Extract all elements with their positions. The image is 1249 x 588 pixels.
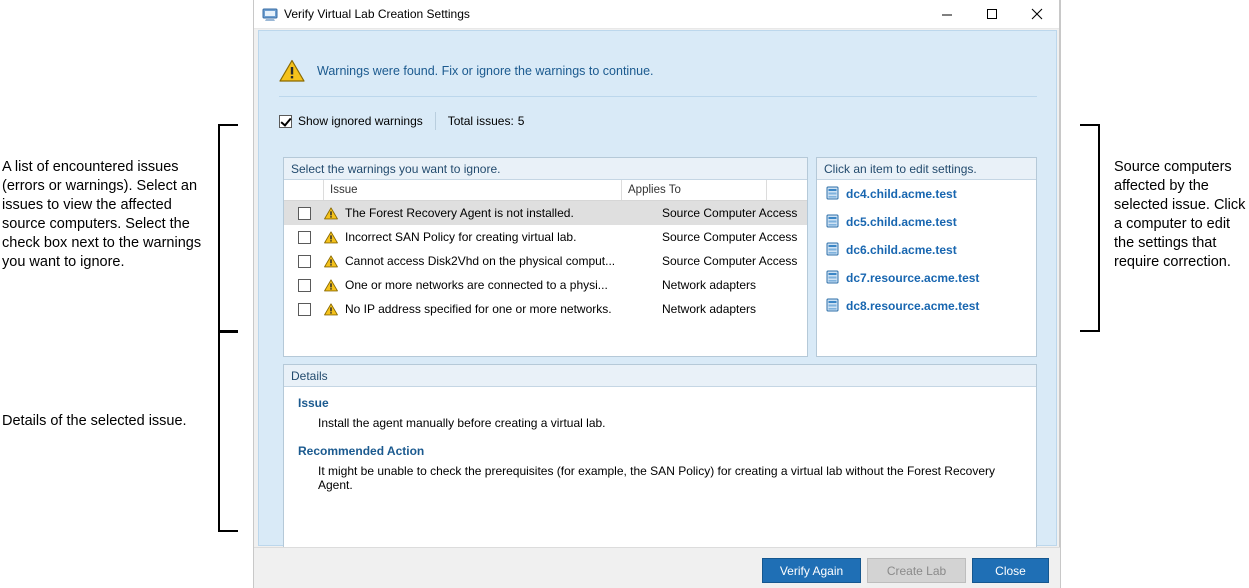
applies-to-text: Network adapters xyxy=(662,302,757,316)
list-item[interactable] xyxy=(817,180,1036,208)
server-icon xyxy=(826,242,839,259)
bracket-issues-list xyxy=(218,124,238,332)
source-computers-pane xyxy=(816,157,1037,357)
server-icon xyxy=(826,214,839,231)
minimize-button[interactable] xyxy=(924,0,969,29)
applies-to-text: Source Computer Access xyxy=(662,206,798,220)
computer-name[interactable]: dc5.child.acme.test xyxy=(846,215,957,229)
table-row[interactable] xyxy=(284,225,807,249)
warning-icon xyxy=(324,255,338,268)
table-row[interactable] xyxy=(284,201,807,225)
screenshot-edge-divider xyxy=(1060,0,1061,588)
warning-icon xyxy=(324,303,338,316)
issues-grid-header xyxy=(284,180,807,201)
applies-to-text: Source Computer Access xyxy=(662,254,798,268)
row-issue-cell xyxy=(324,278,662,292)
show-ignored-warnings-label[interactable]: Show ignored warnings xyxy=(298,114,423,128)
issue-text: Incorrect SAN Policy for creating virtual lab. xyxy=(345,230,577,244)
app-icon xyxy=(262,6,278,22)
verify-settings-dialog xyxy=(253,0,1060,588)
row-issue-cell xyxy=(324,206,662,220)
show-ignored-warnings-checkbox[interactable] xyxy=(279,115,292,128)
issues-pane-header: Select the warnings you want to ignore. xyxy=(284,158,807,180)
bracket-source-computers xyxy=(1080,124,1100,332)
toolbar-divider xyxy=(435,112,436,130)
issue-text: The Forest Recovery Agent is not installed. xyxy=(345,206,574,220)
row-issue-cell xyxy=(324,302,662,316)
computer-name[interactable]: dc8.resource.acme.test xyxy=(846,299,980,313)
row-checkbox-cell[interactable] xyxy=(284,255,324,268)
server-icon xyxy=(826,270,839,287)
close-dialog-button[interactable]: Close xyxy=(972,558,1049,583)
annotation-issues-list: A list of encountered issues (errors or warnings). Select an issues to view the affected source computers. Select the check box next to the warnings you want to ignore. xyxy=(2,159,202,270)
applies-to-text: Source Computer Access xyxy=(662,230,798,244)
details-issue-text: Install the agent manually before creating a virtual lab. xyxy=(318,416,606,430)
issues-pane xyxy=(283,157,808,357)
row-checkbox-cell[interactable] xyxy=(284,207,324,220)
total-issues-value: 5 xyxy=(517,114,525,128)
details-body xyxy=(284,387,1036,492)
column-header-applies-to[interactable]: Applies To xyxy=(622,180,767,200)
column-header-select[interactable] xyxy=(284,180,324,200)
computer-name[interactable]: dc4.child.acme.test xyxy=(846,187,957,201)
list-item[interactable] xyxy=(817,208,1036,236)
warning-icon xyxy=(324,231,338,244)
close-button[interactable] xyxy=(1014,0,1059,29)
table-row[interactable] xyxy=(284,273,807,297)
warning-icon xyxy=(324,279,338,292)
list-item[interactable] xyxy=(817,292,1036,320)
issue-text: No IP address specified for one or more networks. xyxy=(345,302,612,316)
window-title: Verify Virtual Lab Creation Settings xyxy=(284,7,470,21)
computers-pane-header: Click an item to edit settings. xyxy=(817,158,1036,180)
issue-text: One or more networks are connected to a physi... xyxy=(345,278,608,292)
list-item[interactable] xyxy=(817,236,1036,264)
ignore-checkbox[interactable] xyxy=(298,303,311,316)
list-item[interactable] xyxy=(817,264,1036,292)
bracket-details xyxy=(218,331,238,532)
warning-icon xyxy=(279,59,305,83)
dialog-content xyxy=(258,30,1057,546)
verify-again-button[interactable]: Verify Again xyxy=(762,558,861,583)
warning-banner-text: Warnings were found. Fix or ignore the warnings to continue. xyxy=(317,63,654,78)
row-checkbox-cell[interactable] xyxy=(284,303,324,316)
warning-icon xyxy=(324,207,338,220)
server-icon xyxy=(826,186,839,203)
ignore-checkbox[interactable] xyxy=(298,255,311,268)
ignore-checkbox[interactable] xyxy=(298,207,311,220)
total-issues-label: Total issues: xyxy=(447,114,514,128)
title-bar xyxy=(254,0,1059,29)
ignore-checkbox[interactable] xyxy=(298,231,311,244)
computer-name[interactable]: dc6.child.acme.test xyxy=(846,243,957,257)
server-icon xyxy=(826,298,839,315)
maximize-button[interactable] xyxy=(969,0,1014,29)
annotation-details: Details of the selected issue. xyxy=(2,413,187,429)
row-issue-cell xyxy=(324,230,662,244)
table-row[interactable] xyxy=(284,249,807,273)
issue-text: Cannot access Disk2Vhd on the physical comput... xyxy=(345,254,616,268)
column-header-extra[interactable] xyxy=(767,180,807,200)
row-issue-cell xyxy=(324,254,662,268)
details-action-title: Recommended Action xyxy=(298,444,425,458)
dialog-footer xyxy=(254,548,1061,588)
warning-banner xyxy=(279,45,1037,97)
create-lab-button: Create Lab xyxy=(867,558,966,583)
show-ignored-warnings-row xyxy=(279,109,524,133)
ignore-checkbox[interactable] xyxy=(298,279,311,292)
computer-name[interactable]: dc7.resource.acme.test xyxy=(846,271,980,285)
details-pane xyxy=(283,364,1037,558)
column-header-issue[interactable]: Issue xyxy=(324,180,622,200)
row-checkbox-cell[interactable] xyxy=(284,279,324,292)
table-row[interactable] xyxy=(284,297,807,321)
annotation-source-computers: Source computers affected by the selected issue. Click a computer to edit the settings that require correction. xyxy=(1114,159,1246,270)
details-action-text: It might be unable to check the prerequisites (for example, the SAN Policy) for creating a virtual lab without the Forest Recovery Agent. xyxy=(318,464,995,492)
row-checkbox-cell[interactable] xyxy=(284,231,324,244)
applies-to-text: Network adapters xyxy=(662,278,757,292)
details-pane-header: Details xyxy=(284,365,1036,387)
details-issue-title: Issue xyxy=(298,396,329,410)
